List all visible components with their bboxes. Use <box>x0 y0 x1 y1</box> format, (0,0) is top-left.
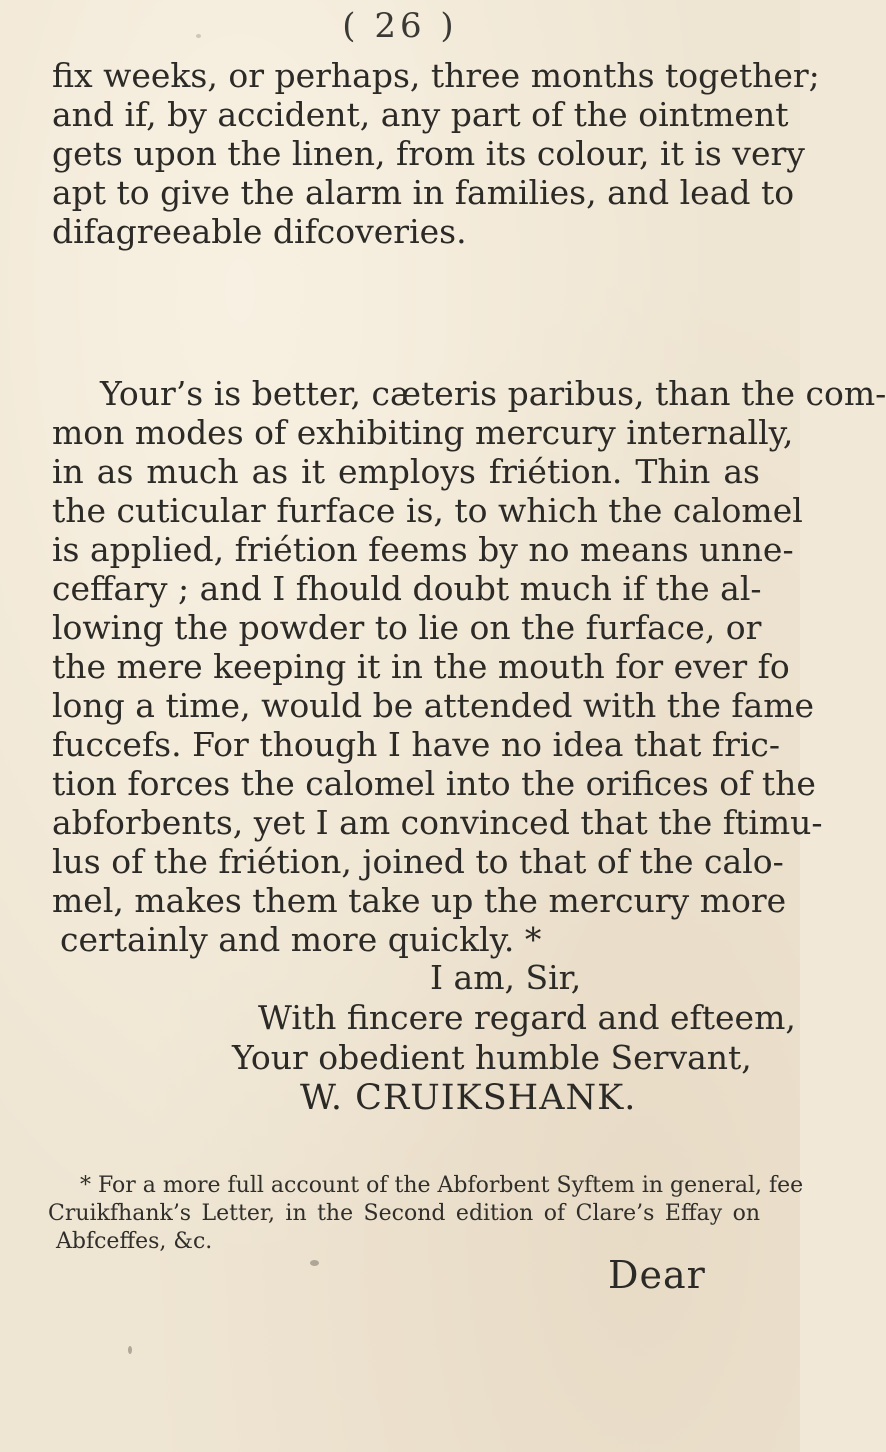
text-line: gets upon the linen, from its colour, it is very <box>52 134 805 173</box>
text-line: fuccefs. For though I have no idea that fric- <box>52 725 781 764</box>
text-line: Your’s is better, cæteris paribus, than the com- <box>100 374 886 413</box>
text-line: mon modes of exhibiting mercury internally, <box>52 413 794 452</box>
footnote-line: Abfceffes, &c. <box>56 1229 213 1254</box>
text-line: the cuticular furface is, to which the calomel <box>52 491 803 530</box>
text-line: lus of the friétion, joined to that of the calo- <box>52 842 784 881</box>
text-line: certainly and more quickly. * <box>60 920 542 959</box>
catchword: Dear <box>608 1253 706 1297</box>
closing-line: With fincere regard and efteem, <box>258 998 796 1037</box>
footnote-line: Cruikfhank’s Letter, in the Second edition of Clare’s Effay on <box>48 1201 760 1226</box>
ink-speck <box>128 1346 132 1354</box>
text-line: mel, makes them take up the mercury more <box>52 881 787 920</box>
ink-speck <box>310 1260 319 1266</box>
text-line: difagreeable difcoveries. <box>52 212 467 251</box>
ink-speck <box>196 34 201 38</box>
text-line: fix weeks, or perhaps, three months together; <box>52 56 820 95</box>
page-number: ( 26 ) <box>342 6 458 46</box>
text-line: apt to give the alarm in families, and lead to <box>52 173 795 212</box>
paragraph-2 <box>52 374 886 959</box>
signature: W. CRUIKSHANK. <box>300 1078 637 1118</box>
text-line: and if, by accident, any part of the ointment <box>52 95 789 134</box>
text-line: ceffary ; and I fhould doubt much if the al- <box>52 569 762 608</box>
closing-block <box>0 958 800 1118</box>
text-line: lowing the powder to lie on the furface, or <box>52 608 762 647</box>
text-line: the mere keeping it in the mouth for ever fo <box>52 647 790 686</box>
text-line: in as much as it employs friétion. Thin as <box>52 452 760 491</box>
closing-greeting: I am, Sir, <box>430 958 582 997</box>
paragraph-1 <box>52 56 820 251</box>
footnote-line: * For a more full account of the Abforbent Syftem in general, fee <box>80 1173 804 1198</box>
text-line: abforbents, yet I am convinced that the ftimu- <box>52 803 823 842</box>
footnote <box>48 1172 804 1256</box>
text-line: long a time, would be attended with the fame <box>52 686 815 725</box>
text-line: tion forces the calomel into the orifices of the <box>52 764 816 803</box>
text-line: is applied, friétion feems by no means unne- <box>52 530 794 569</box>
closing-line: Your obedient humble Servant, <box>232 1038 752 1077</box>
